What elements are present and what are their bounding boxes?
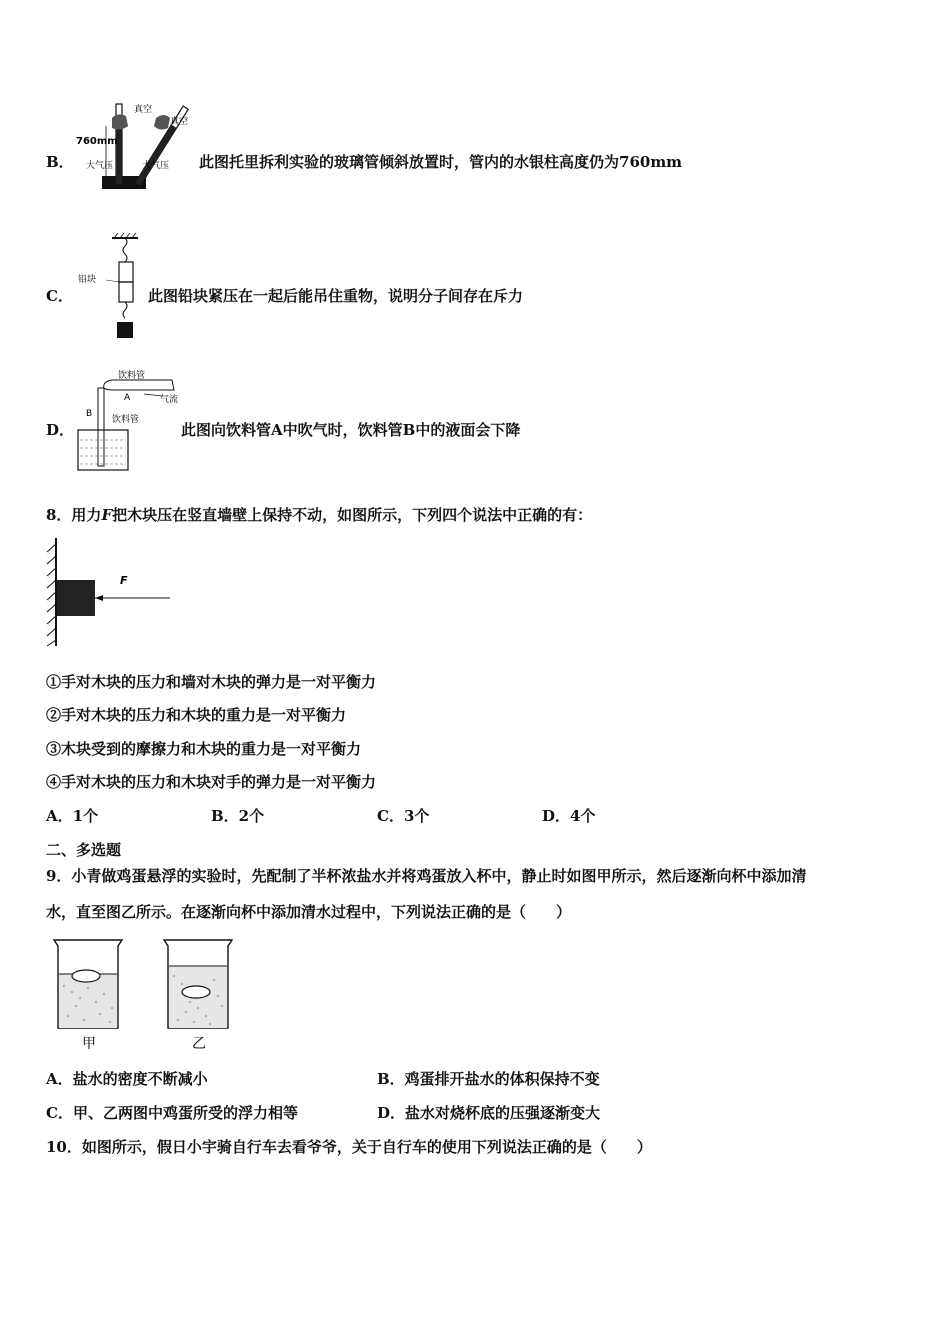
q9-option-b: B．鸡蛋排开盐水的体积保持不变 bbox=[377, 1070, 600, 1088]
wall-block-figure bbox=[44, 536, 174, 648]
q8-statement-1: ①手对木块的压力和墙对木块的弹力是一对平衡力 bbox=[46, 673, 377, 691]
lower-lead-block bbox=[119, 282, 133, 302]
q8-option-d: D．4个 bbox=[542, 807, 596, 825]
q8-statement-4: ④手对木块的压力和木块对手的弹力是一对平衡力 bbox=[46, 773, 377, 791]
straw-a-label: A bbox=[124, 393, 131, 403]
section-heading: 二、多选题 bbox=[46, 841, 122, 859]
q9-option-a: A．盐水的密度不断减小 bbox=[46, 1070, 208, 1088]
lead-blocks-figure bbox=[74, 232, 148, 344]
option-d-text: 此图向饮料管A中吹气时，饮料管B中的液面会下降 bbox=[181, 421, 521, 439]
option-b-text: 此图托里拆利实验的玻璃管倾斜放置时，管内的水银柱高度仍为760mm bbox=[199, 153, 683, 171]
mercury-column bbox=[116, 126, 122, 184]
q9-stem-line-1: 9．小青做鸡蛋悬浮的实验时，先配制了半杯浓盐水并将鸡蛋放入杯中，静止时如图甲所示，然后逐渐向杯中添加清 bbox=[46, 867, 807, 885]
weight bbox=[117, 322, 133, 338]
q8-statement-3: ③木块受到的摩擦力和木块的重力是一对平衡力 bbox=[46, 740, 362, 758]
q8-stem bbox=[46, 505, 592, 525]
beaker-yi-label: 乙 bbox=[192, 1036, 206, 1052]
option-c-letter: C． bbox=[46, 287, 73, 305]
q8-option-c: C．3个 bbox=[377, 807, 430, 825]
upper-lead-block bbox=[119, 262, 133, 282]
straw-b-letter: B bbox=[86, 409, 93, 419]
lower-hook bbox=[123, 302, 127, 318]
lead-label: 铅块 bbox=[78, 275, 97, 285]
vacuum-label-1: 真空 bbox=[134, 105, 153, 115]
horizontal-straw-a bbox=[104, 380, 174, 390]
q8-option-b: B．2个 bbox=[211, 807, 265, 825]
straw-figure bbox=[74, 368, 184, 474]
option-b-letter: B． bbox=[46, 153, 74, 171]
wooden-block bbox=[57, 580, 95, 616]
hand-icon bbox=[154, 115, 170, 130]
option-c-text: 此图铅块紧压在一起后能吊住重物，说明分子间存在斥力 bbox=[148, 287, 524, 305]
q8-option-a: A．1个 bbox=[46, 807, 99, 825]
beaker-jia-label: 甲 bbox=[82, 1036, 96, 1052]
vacuum-label-2: 真空 bbox=[170, 117, 189, 127]
atm-label-2: 大气压 bbox=[142, 161, 170, 171]
vertical-straw-b bbox=[98, 388, 104, 466]
q8-statement-2: ②手对木块的压力和木块的重力是一对平衡力 bbox=[46, 706, 347, 724]
option-d-letter: D． bbox=[46, 421, 75, 439]
q8-stem-rest: 把木块压在竖直墙壁上保持不动，如图所示，下列四个说法中正确的有： bbox=[112, 506, 593, 524]
straw-top-label: 饮料管 bbox=[118, 371, 146, 381]
height-label: 760mm bbox=[76, 136, 118, 147]
q9-stem-line-2: 水，直至图乙所示。在逐渐向杯中添加清水过程中，下列说法正确的是（ ） bbox=[46, 903, 572, 921]
beaker-jia bbox=[54, 940, 122, 1028]
wall-hatch bbox=[47, 544, 56, 646]
egg-jia bbox=[72, 970, 100, 982]
cup-liquid bbox=[80, 440, 126, 464]
force-label: F bbox=[120, 574, 128, 587]
q8-stem-prefix: 8．用力 bbox=[46, 506, 102, 524]
beaker-yi bbox=[164, 940, 232, 1028]
egg-yi bbox=[182, 986, 210, 998]
q8-stem-force: F bbox=[101, 506, 113, 524]
q9-option-d: D．盐水对烧杯底的压强逐渐变大 bbox=[377, 1104, 601, 1122]
atm-label-1: 大气压 bbox=[86, 161, 114, 171]
airflow-label: 气流 bbox=[160, 395, 179, 405]
arrow-head-icon bbox=[95, 595, 103, 601]
upper-spring bbox=[123, 238, 127, 262]
q9-option-c: C．甲、乙两图中鸡蛋所受的浮力相等 bbox=[46, 1104, 298, 1122]
torricelli-figure bbox=[72, 96, 190, 194]
straw-b-label: 饮料管 bbox=[112, 415, 140, 425]
q10-stem: 10．如图所示，假日小宇骑自行车去看爷爷，关于自行车的使用下列说法正确的是（ ） bbox=[46, 1138, 652, 1156]
egg-beakers-figure bbox=[46, 936, 242, 1054]
hand-icon bbox=[112, 114, 128, 129]
